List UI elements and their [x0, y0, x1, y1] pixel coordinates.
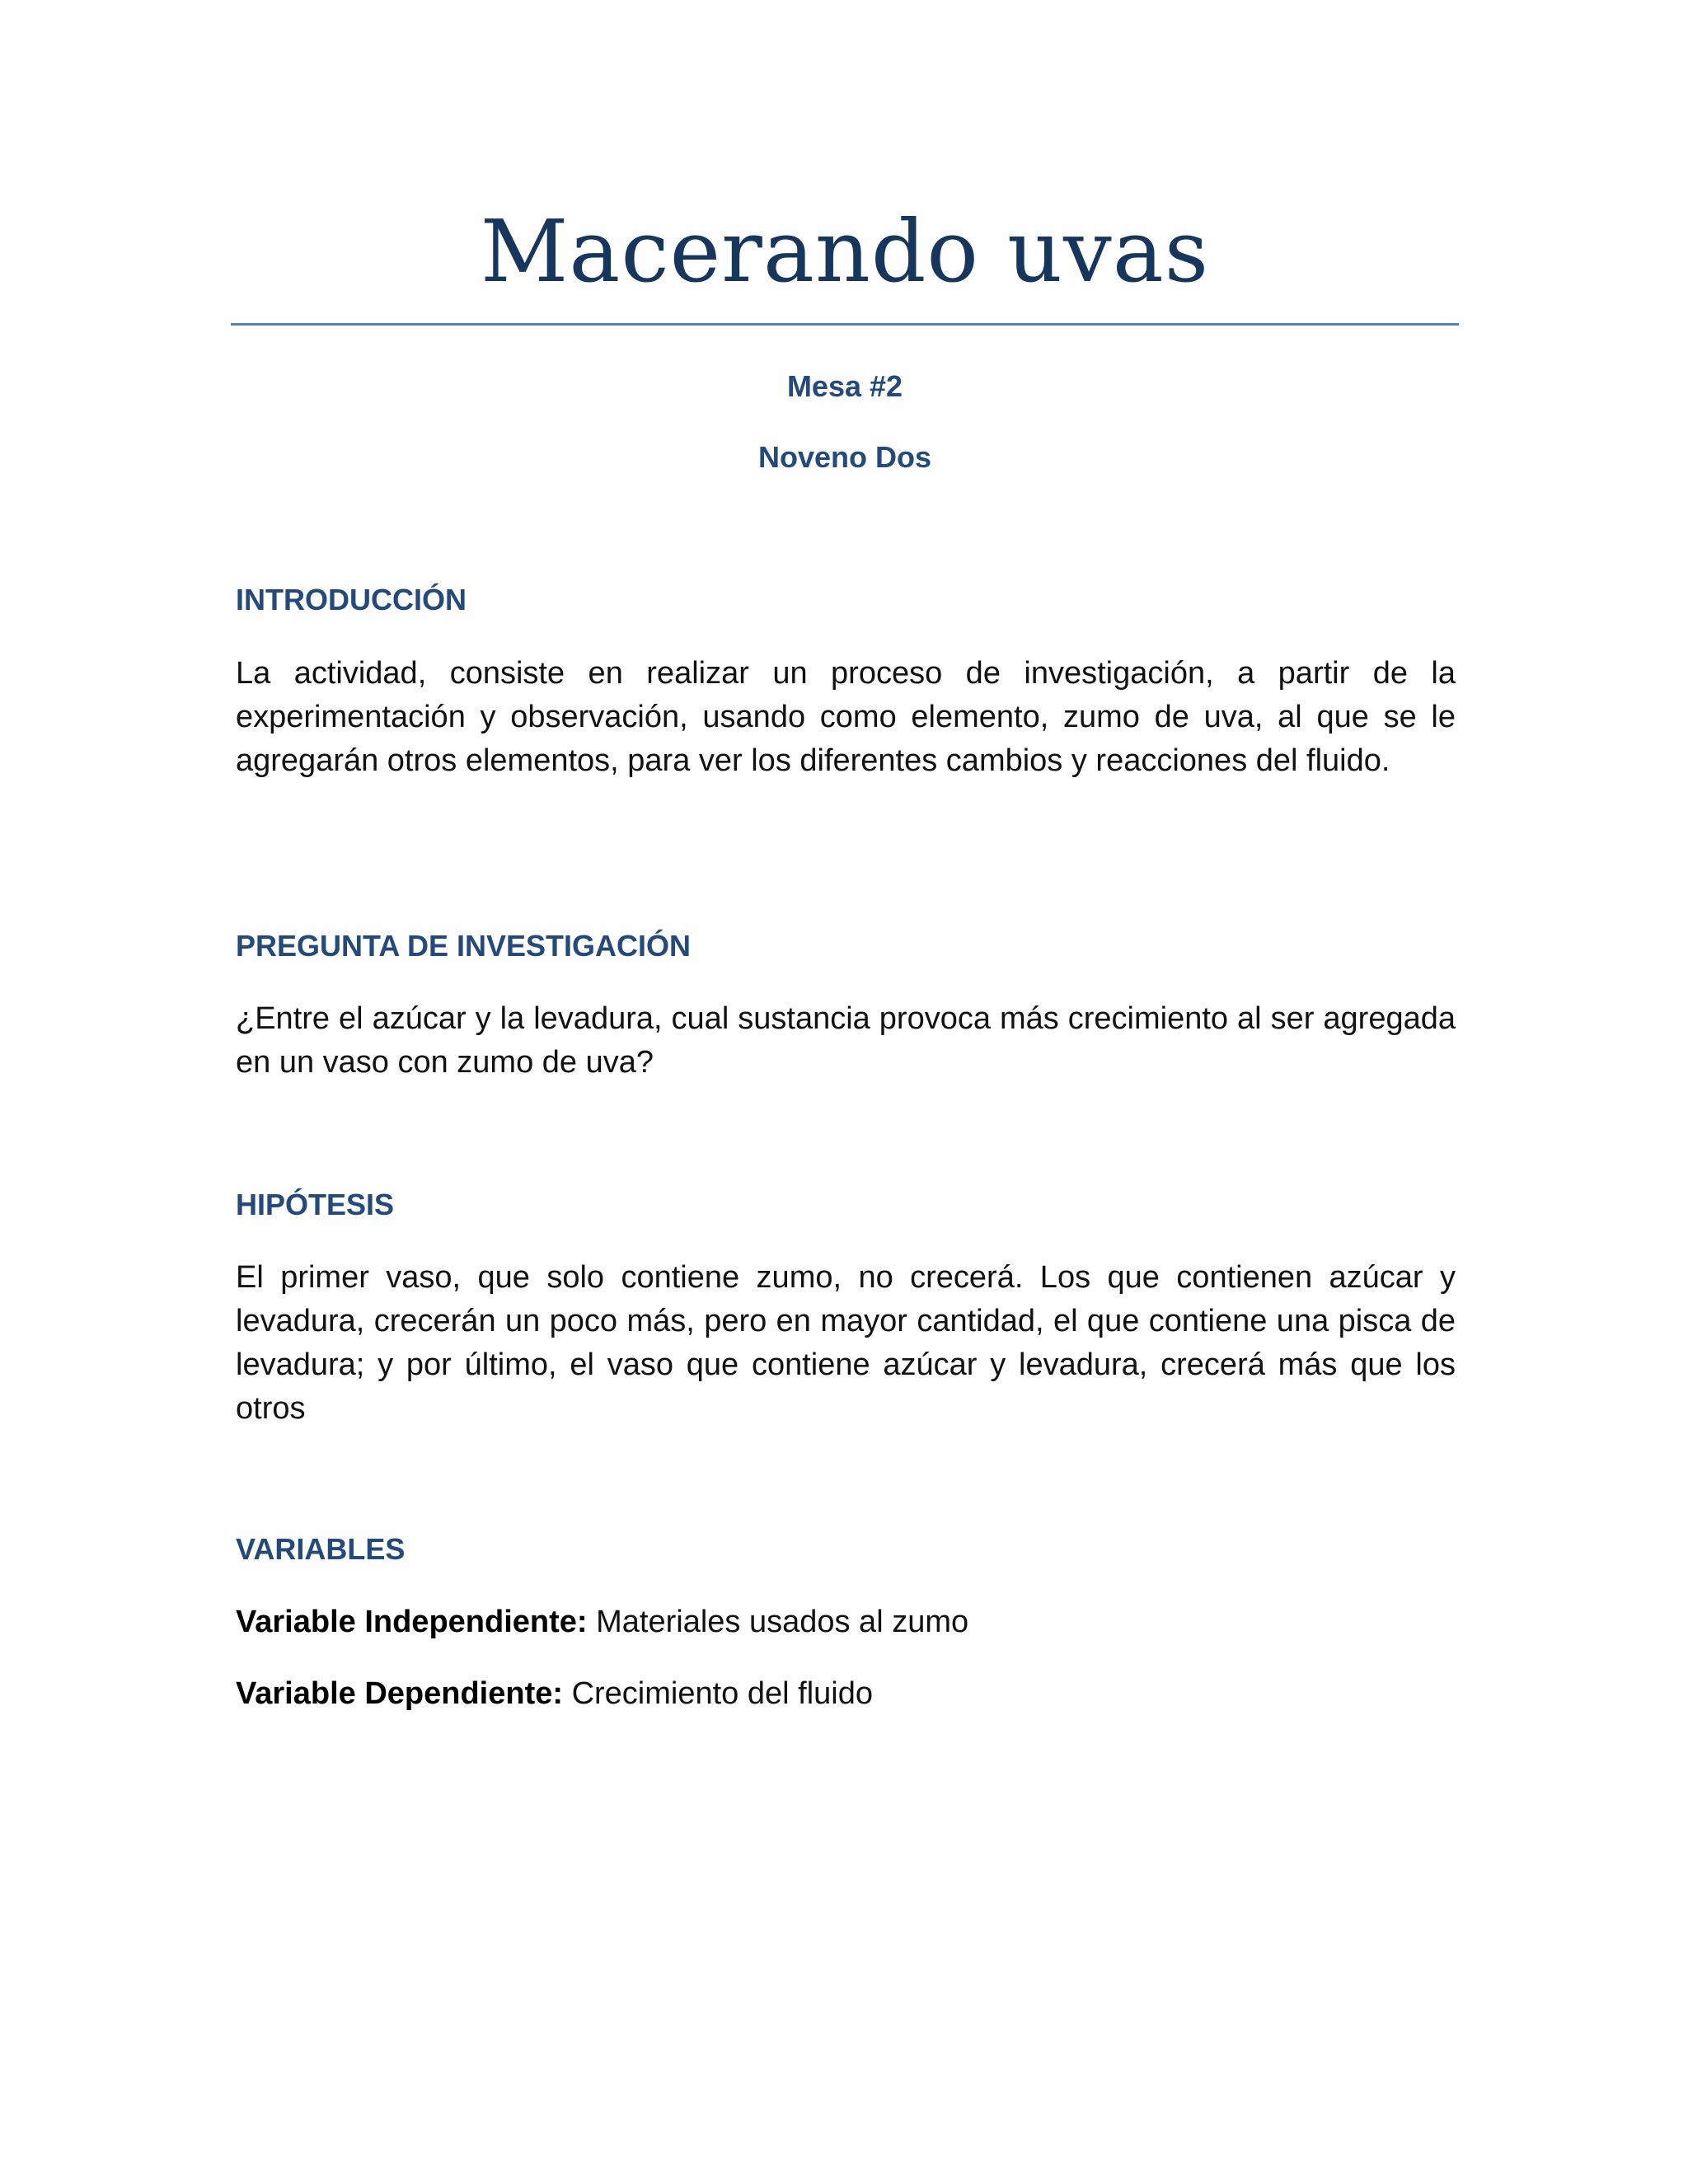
paragraph-pregunta: ¿Entre el azúcar y la levadura, cual sustancia provoca más crecimiento al ser agregada en un vaso con zumo de uva?	[236, 1001, 1456, 1080]
variable-dependiente	[236, 1672, 1456, 1716]
variable-dependiente-value: Crecimiento del fluido	[571, 1676, 873, 1711]
heading-introduccion: INTRODUCCIÓN	[236, 583, 467, 616]
title-underline	[231, 323, 1459, 326]
heading-hipotesis: HIPÓTESIS	[236, 1188, 395, 1221]
variable-independiente	[236, 1601, 1456, 1644]
subtitle-group: Noveno Dos	[757, 440, 932, 474]
heading-variables: VARIABLES	[236, 1532, 406, 1566]
document-title: Macerando uvas	[480, 201, 1210, 302]
paragraph-introduccion: La actividad, consiste en realizar un proceso de investigación, a partir de la experimentación y observación, usando como elemento, zumo de uva, al que se le agregarán otros elementos, para ver los diferentes cambios y reacciones del fluido.	[236, 656, 1456, 778]
subtitle-table: Mesa #2	[786, 369, 903, 403]
variable-independiente-label: Variable Independiente:	[236, 1605, 588, 1639]
heading-pregunta: PREGUNTA DE INVESTIGACIÓN	[236, 929, 692, 963]
variable-independiente-value: Materiales usados al zumo	[596, 1605, 969, 1639]
variable-dependiente-label: Variable Dependiente:	[236, 1676, 564, 1711]
paragraph-hipotesis: El primer vaso, que solo contiene zumo, no crecerá. Los que contienen azúcar y levadura, crecerán un poco más, pero en mayor cantidad, el que contiene una pisca de levadura; y por último, el vaso que contiene azúcar y levadura, crecerá más que los otros	[236, 1260, 1456, 1426]
